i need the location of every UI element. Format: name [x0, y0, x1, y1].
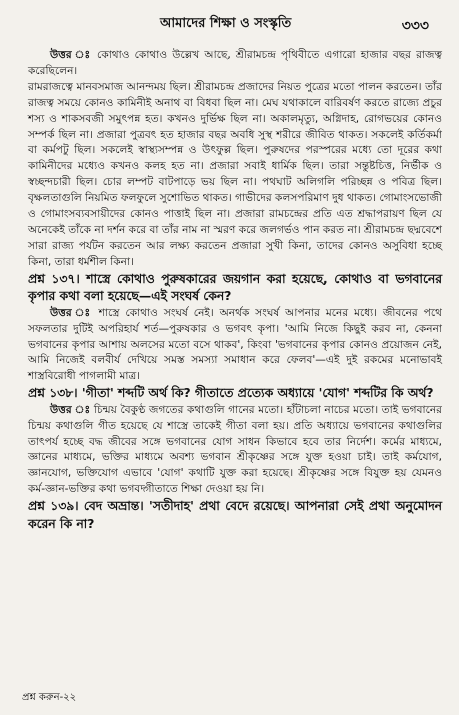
answer-text: চিন্ময় বৈকুণ্ঠ জগতের কথাগুলি গানের মতো। হাঁটাচলা নাচের মতো। তাই ভগবানের চিন্ময় কথাগুলি গীত হয়েছে যে শাস্ত্রে তাকেই গীতা বলা হয়। প্রতি অধ্যায়ে ভগবানের কথাগুলির তাৎপর্য হচ্ছে বদ্ধ জীবের সঙ্গে ভগবানের যোগ সাধন কিভাবে হবে তার নির্দেশ। কর্মের মাধ্যমে, জ্ঞানের মাধ্যমে, ভক্তির মাধ্যমে অবশ্য ভগবান শ্রীকৃষ্ণের সঙ্গে যুক্ত হওয়া চাই। তাই কর্মযোগ, জ্ঞানযোগ, ভক্তিযোগ এভাবে 'যোগ' কথাটি যুক্ত করা হয়েছে। শ্রীকৃষ্ণের সঙ্গে বিযুক্ত হয় যেমনও কর্ম-জ্ঞান-ভক্তির কথা ভগবদ্গীতাতে শিক্ষা দেওয়া হয় নি।	[28, 403, 442, 496]
answer-text: শাস্ত্রে কোথাও সংঘর্ষ নেই। অনর্থক সংঘর্ষ আপনার মনের মধ্যে। জীবনের পথে সফলতার দুটিই অপরিহার্য শর্ত—পুরুষকার ও ভগবৎ কৃপা। 'আমি নিজে কিছুই করব না, কেননা ভগবানের কৃপার আশায় অলসের মতো বসে থাকব', কিংবা 'ভগবানের কৃপার কোনও প্রয়োজন নেই, আমি নিজেই বলবীর্য দেখিয়ে সমস্ত সমস্যা সমাধান করে ফেলব'—এই দুই রকমের মনোভাবই শাস্ত্রবিরোধী পাগলামী মাত্র।	[28, 306, 442, 383]
answer-text: কোথাও কোথাও উল্লেখ আছে, শ্রীরামচন্দ্র পৃথিবীতে এগারো হাজার বছর রাজত্ব করেছিলেন।	[28, 49, 442, 77]
page-header	[0, 14, 459, 34]
page-number: ৩৩৩	[401, 18, 429, 34]
answer-label: উত্তর ঃ	[50, 306, 93, 319]
question-text: শাস্ত্রে কোথাও পুরুষকারের জয়গান করা হয়েছে, কোথাও বা ভগবানের কৃপার কথা বলা হয়েছে—এই সংঘর্ষ কেন?	[28, 271, 442, 304]
body-text	[28, 48, 442, 533]
answer-138	[28, 403, 442, 498]
question-label: প্রশ্ন ১৩৭।	[28, 271, 80, 286]
answer-136	[28, 48, 442, 80]
answer-label: উত্তর ঃ	[50, 49, 92, 61]
question-label: প্রশ্ন ১৩৯।	[28, 499, 79, 514]
running-title: আমাদের শিক্ষা ও সংস্কৃতি	[160, 16, 292, 31]
answer-label: উত্তর ঃ	[50, 403, 91, 416]
page-footer: প্রশ্ন করুন-২২	[22, 692, 77, 703]
answer-137	[28, 306, 442, 386]
question-139	[28, 498, 442, 533]
question-text: বেদ অভ্রান্ত। 'সতীদাহ' প্রথা বেদে রয়েছে। আপনারা সেই প্রথা অনুমোদন করেন কি না?	[28, 499, 443, 531]
question-label: প্রশ্ন ১৩৮।	[28, 386, 78, 401]
question-text: 'গীতা' শব্দটি অর্থ কি? গীতাতে প্রত্যেক অধ্যায়ে 'যোগ' শব্দটির কি অর্থ?	[81, 386, 434, 401]
question-137	[28, 271, 442, 306]
question-138	[28, 385, 442, 403]
paragraph-ram-rajya: রামরাজত্বে মানবসমাজ আনন্দময় ছিল। শ্রীরামচন্দ্র প্রজাদের নিয়ত পুত্রের মতো পালন করতেন। তাঁর রাজত্ব সময়ে কোনও কামিনীই অনাথ বা বিধবা ছিল না। মেঘ যথাকালে বারিবর্ষণ করতে রাজ্যে প্রচুর শস্য ও শাকসবজী সমুৎপন্ন হত। কখনও দুর্ভিক্ষ ছিল না। অকালমৃত্যু, অগ্নিদাহ, রোগভয়ের কোনও সম্পর্ক ছিল না। প্রজারা পুত্রবৎ হত হাজার বছর অবধি সুস্থ শরীরে জীবিত থাকত। সকলেই কর্তিকর্মা বা কর্মপটু ছিল। সকলেই স্বাস্থ্যসম্পন্ন ও উৎফুল্ল ছিল। পুরুষদের পরস্পরের মধ্যে তো দূরের কথা কামিনীদের মধ্যেও কখনও কলহ হত না। প্রজারা সবাই ধার্মিক ছিল। তারা সন্তুষ্টচিত্ত, নির্ভীক ও স্বচ্ছন্দচারী ছিল। চোর লম্পট বাটপাড়ে ভয় ছিল না। পথঘাট অলিগলি পরিচ্ছন্ন ও পবিত্র ছিল। বৃক্ষলতাগুলি নিয়মিত ফলফুলে সুশোভিত থাকত। গাভীদের কলসপরিমাণ দুধ থাকত। গোমাংসভোজী ও গোমাংসব্যবসায়ীদের কোনও পাত্তাই ছিল না। প্রজারা রামচন্দ্রের প্রতি এত শ্রদ্ধাপরায়ণ ছিল যে অনেকেই তাঁকে না দর্শন করে বা তাঁর নাম না স্মরণ করে জলগর্ভও পান করত না। শ্রীরামচন্দ্র ছদ্মবেশে সারা রাজ্য পর্যটন করতেন আর লক্ষ্য করতেন প্রজারা সুখী কিনা, তাদের কোনও অসুবিধা হচ্ছে কিনা, তারা ধর্মশীল কিনা।	[28, 80, 442, 268]
